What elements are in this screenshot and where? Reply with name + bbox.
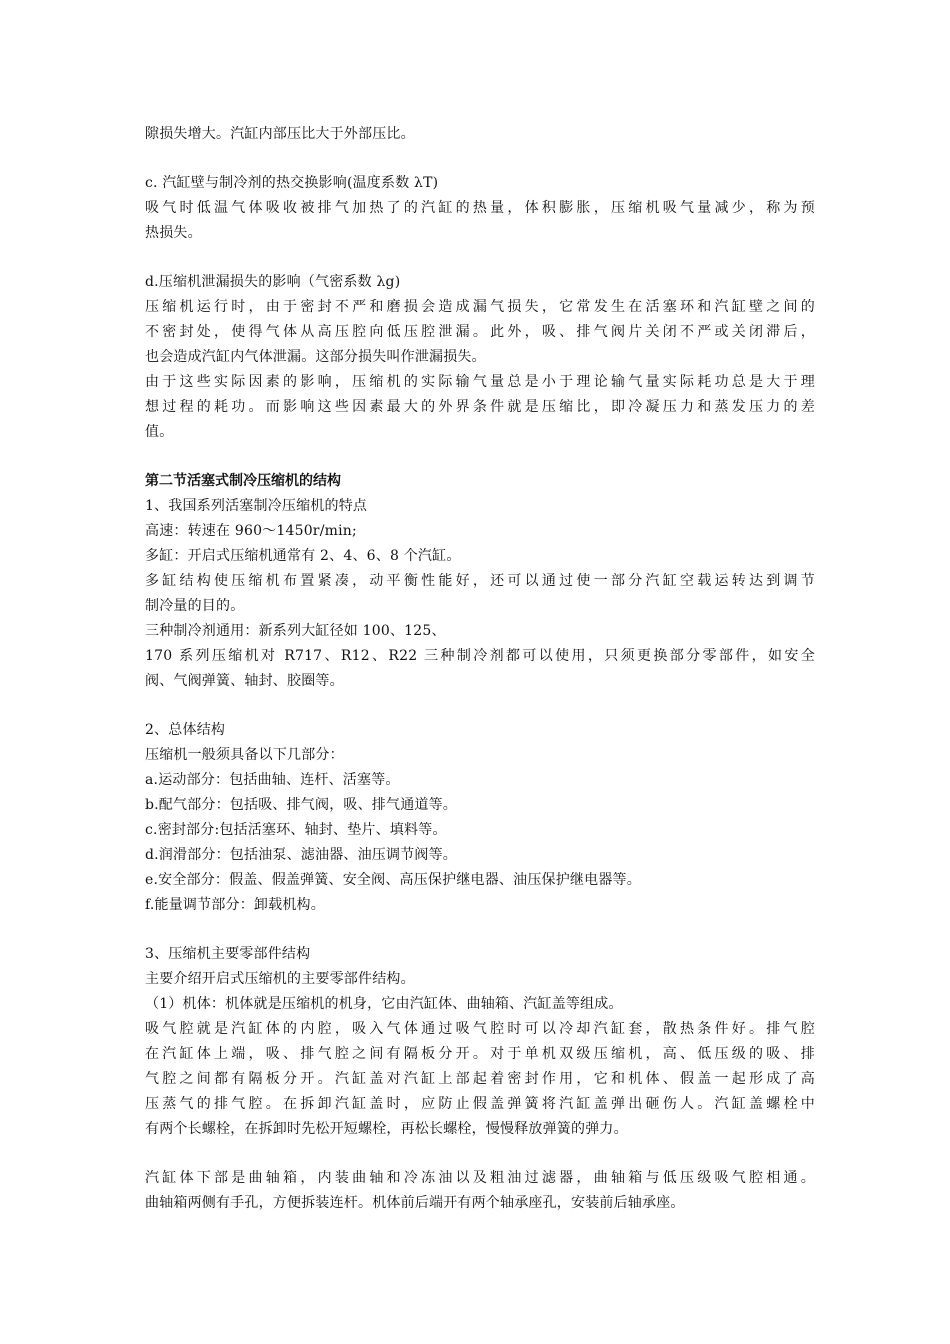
paragraph-gap [145,147,815,171]
document-page [145,122,815,1216]
text-line: 制冷量的目的。 [145,598,245,614]
text-line: 热损失。 [145,225,202,241]
text-line: 1、我国系列活塞制冷压缩机的特点 [145,498,368,514]
text-line: 值。 [145,424,174,440]
text-line: 隙损失增大。汽缸内部压比大于外部压比。 [145,126,415,142]
text-line: 汽缸体下部是曲轴箱，内装曲轴和冷冻油以及粗油过滤器，曲轴箱与低压级吸气腔相通。 [145,1170,815,1186]
text-line: 曲轴箱两侧有手孔，方便拆装连杆。机体前后端开有两个轴承座孔，安装前后轴承座。 [145,1195,685,1211]
text-line: 三种制冷剂通用：新系列大缸径如 100、125、 [145,623,446,639]
text-line: 170 系列压缩机对 R717、R12、R22 三种制冷剂都可以使用，只须更换部分零部件，如安全 [145,648,815,664]
text-line: e.安全部分：假盖、假盖弹簧、安全阀、高压保护继电器、油压保护继电器等。 [145,872,641,888]
text-line: f.能量调节部分：卸载机构。 [145,897,325,913]
section-heading: 第二节活塞式制冷压缩机的结构 [145,473,341,489]
text-line: 由于这些实际因素的影响，压缩机的实际输气量总是小于理论输气量实际耗功总是大于理 [145,374,815,390]
paragraph-gap [145,1142,815,1166]
text-line: 多缸结构使压缩机布置紧凑，动平衡性能好，还可以通过使一部分汽缸空载运转达到调节 [145,573,815,589]
paragraph-gap [145,918,815,942]
text-line: 也会造成汽缸内气体泄漏。这部分损失叫作泄漏损失。 [145,349,486,365]
text-line: 不密封处，使得气体从高压腔向低压腔泄漏。此外，吸、排气阀片关闭不严或关闭滞后， [145,324,815,340]
text-line: 压缩机一般须具备以下几部分： [145,747,344,763]
text-line: 压蒸气的排气腔。在拆卸汽缸盖时，应防止假盖弹簧将汽缸盖弹出砸伤人。汽缸盖螺栓中 [145,1096,815,1112]
text-line: 主要介绍开启式压缩机的主要零部件结构。 [145,971,415,987]
text-line: 在汽缸体上端，吸、排气腔之间有隔板分开。对于单机双级压缩机，高、低压级的吸、排 [145,1046,815,1062]
text-line: 3、压缩机主要零部件结构 [145,946,311,962]
text-line: （1）机体：机体就是压缩机的机身，它由汽缸体、曲轴箱、汽缸盖等组成。 [145,996,623,1012]
text-line: 2、总体结构 [145,722,226,738]
text-line: 吸气腔就是汽缸体的内腔，吸入气体通过吸气腔时可以冷却汽缸套，散热条件好。排气腔 [145,1021,815,1037]
text-line: 压缩机运行时，由于密封不严和磨损会造成漏气损失，它常发生在活塞环和汽缸壁之间的 [145,299,815,315]
text-line: c. 汽缸壁与制冷剂的热交换影响(温度系数 λT) [145,175,439,191]
text-line: a.运动部分：包括曲轴、连杆、活塞等。 [145,772,400,788]
text-line: 吸气时低温气体吸收被排气加热了的汽缸的热量，体积膨胀，压缩机吸气量减少，称为预 [145,200,815,216]
text-line: 高速：转速在 960～1450r/min; [145,523,357,539]
text-line: d.润滑部分：包括油泵、滤油器、油压调节阀等。 [145,847,458,863]
text-line: 阀、气阀弹簧、轴封、胶圈等。 [145,673,344,689]
text-line: 多缸：开启式压缩机通常有 2、4、6、8 个汽缸。 [145,548,461,564]
text-line: 气腔之间都有隔板分开。汽缸盖对汽缸上部起着密封作用，它和机体、假盖一起形成了高 [145,1071,815,1087]
paragraph-gap [145,246,815,270]
text-line: d.压缩机泄漏损失的影响（气密系数 λg) [145,274,401,290]
text-line: 想过程的耗功。而影响这些因素最大的外界条件就是压缩比，即冷凝压力和蒸发压力的差 [145,399,815,415]
text-line: c.密封部分:包括活塞环、轴封、垫片、填料等。 [145,822,447,838]
text-line: 有两个长螺栓，在拆卸时先松开短螺栓，再松长螺栓，慢慢释放弹簧的弹力。 [145,1121,628,1137]
paragraph-gap [145,694,815,718]
text-line: b.配气部分：包括吸、排气阀，吸、排气通道等。 [145,797,458,813]
paragraph-gap [145,445,815,469]
